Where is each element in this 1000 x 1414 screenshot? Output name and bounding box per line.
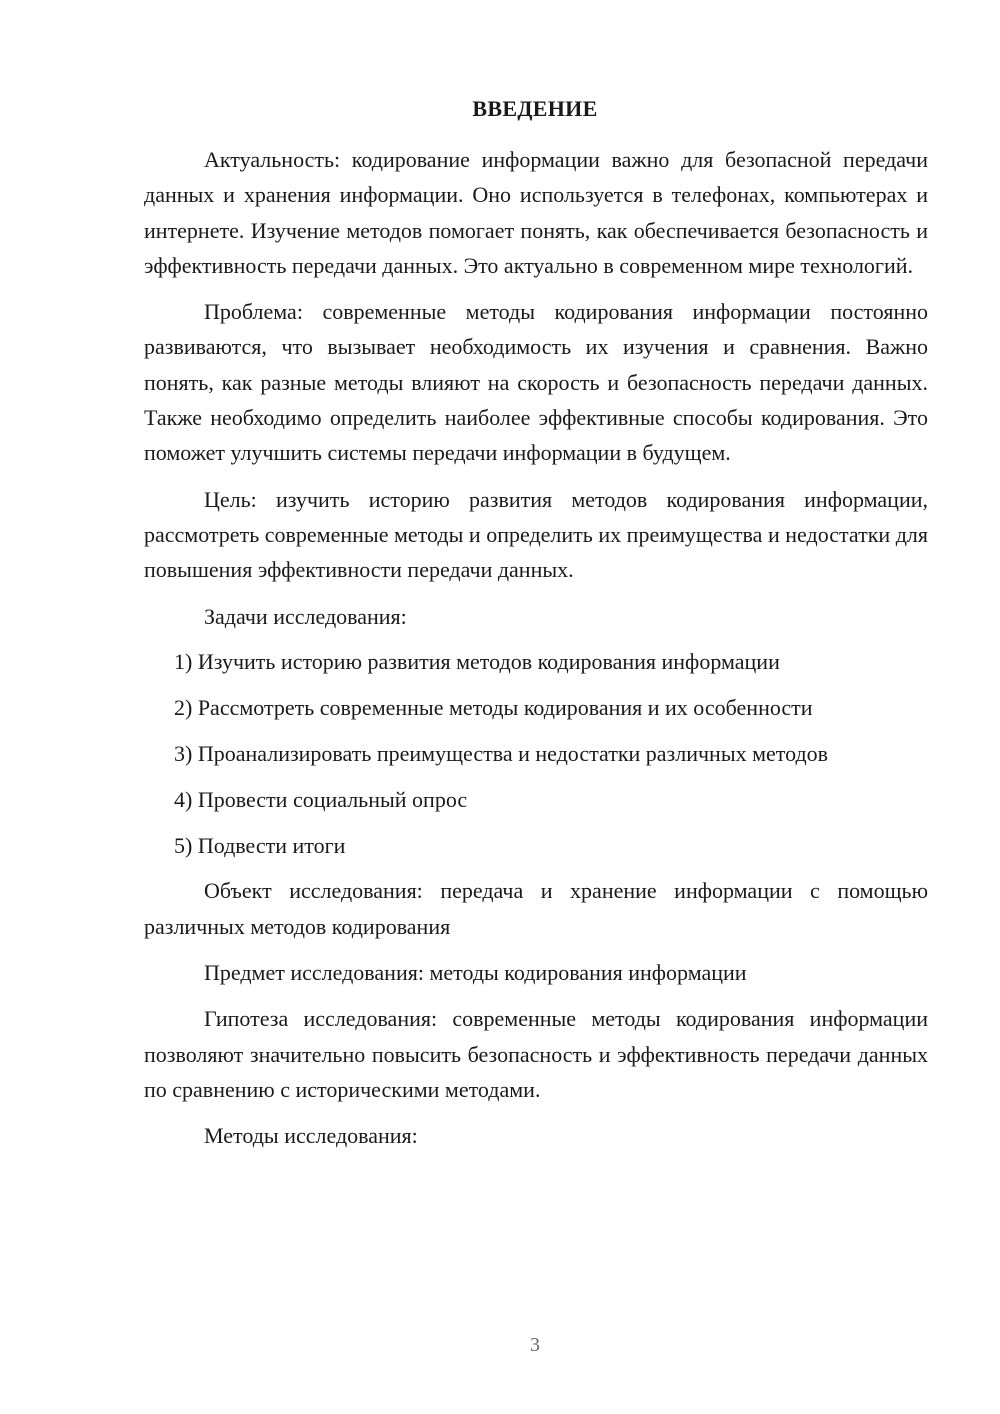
paragraph-subject: Предмет исследования: методы кодирования информации xyxy=(204,959,747,985)
paragraph-hypothesis: Гипотеза исследования: современные методы кодирования информации позволяют значительно повысить безопасность и эффективность передачи данных по сравнению с историческими методами. xyxy=(144,1006,928,1102)
methods-heading: Методы исследования: xyxy=(204,1123,418,1149)
paragraph-relevance: Актуальность: кодирование информации важно для безопасной передачи данных и хранения информации. Оно используется в телефонах, компьютерах и интернете. Изучение методов помогает понять, как обеспечивается безопасность и эффективность передачи данных. Это актуально в современном мире технологий. xyxy=(144,147,928,278)
page-number: 3 xyxy=(530,1334,540,1356)
list-item: 2) Рассмотреть современные методы кодирования и их особенности xyxy=(174,695,813,721)
paragraph-goal: Цель: изучить историю развития методов кодирования информации, рассмотреть современные методы и определить их преимущества и недостатки для повышения эффективности передачи данных. xyxy=(144,486,928,583)
page-title: ВВЕДЕНИЕ xyxy=(472,96,598,121)
list-item: 4) Провести социальный опрос xyxy=(174,786,468,812)
list-item: 1) Изучить историю развития методов кодирования информации xyxy=(174,649,780,675)
list-item: 3) Проанализировать преимущества и недостатки различных методов xyxy=(174,740,829,766)
tasks-heading: Задачи исследования: xyxy=(204,603,407,629)
paragraph-object: Объект исследования: передача и хранение информации с помощью различных методов кодирования xyxy=(144,878,928,939)
tasks-list xyxy=(144,644,928,862)
paragraph-problem: Проблема: современные методы кодирования информации постоянно развиваются, что вызывает необходимость их изучения и сравнения. Важно понять, как разные методы влияют на скорость и безопасность передачи данных. Также необходимо определить наиболее эффективные способы кодирования. Это поможет улучшить системы передачи информации в будущем. xyxy=(144,299,928,466)
list-item: 5) Подвести итоги xyxy=(174,832,346,858)
document-body xyxy=(144,142,928,1164)
